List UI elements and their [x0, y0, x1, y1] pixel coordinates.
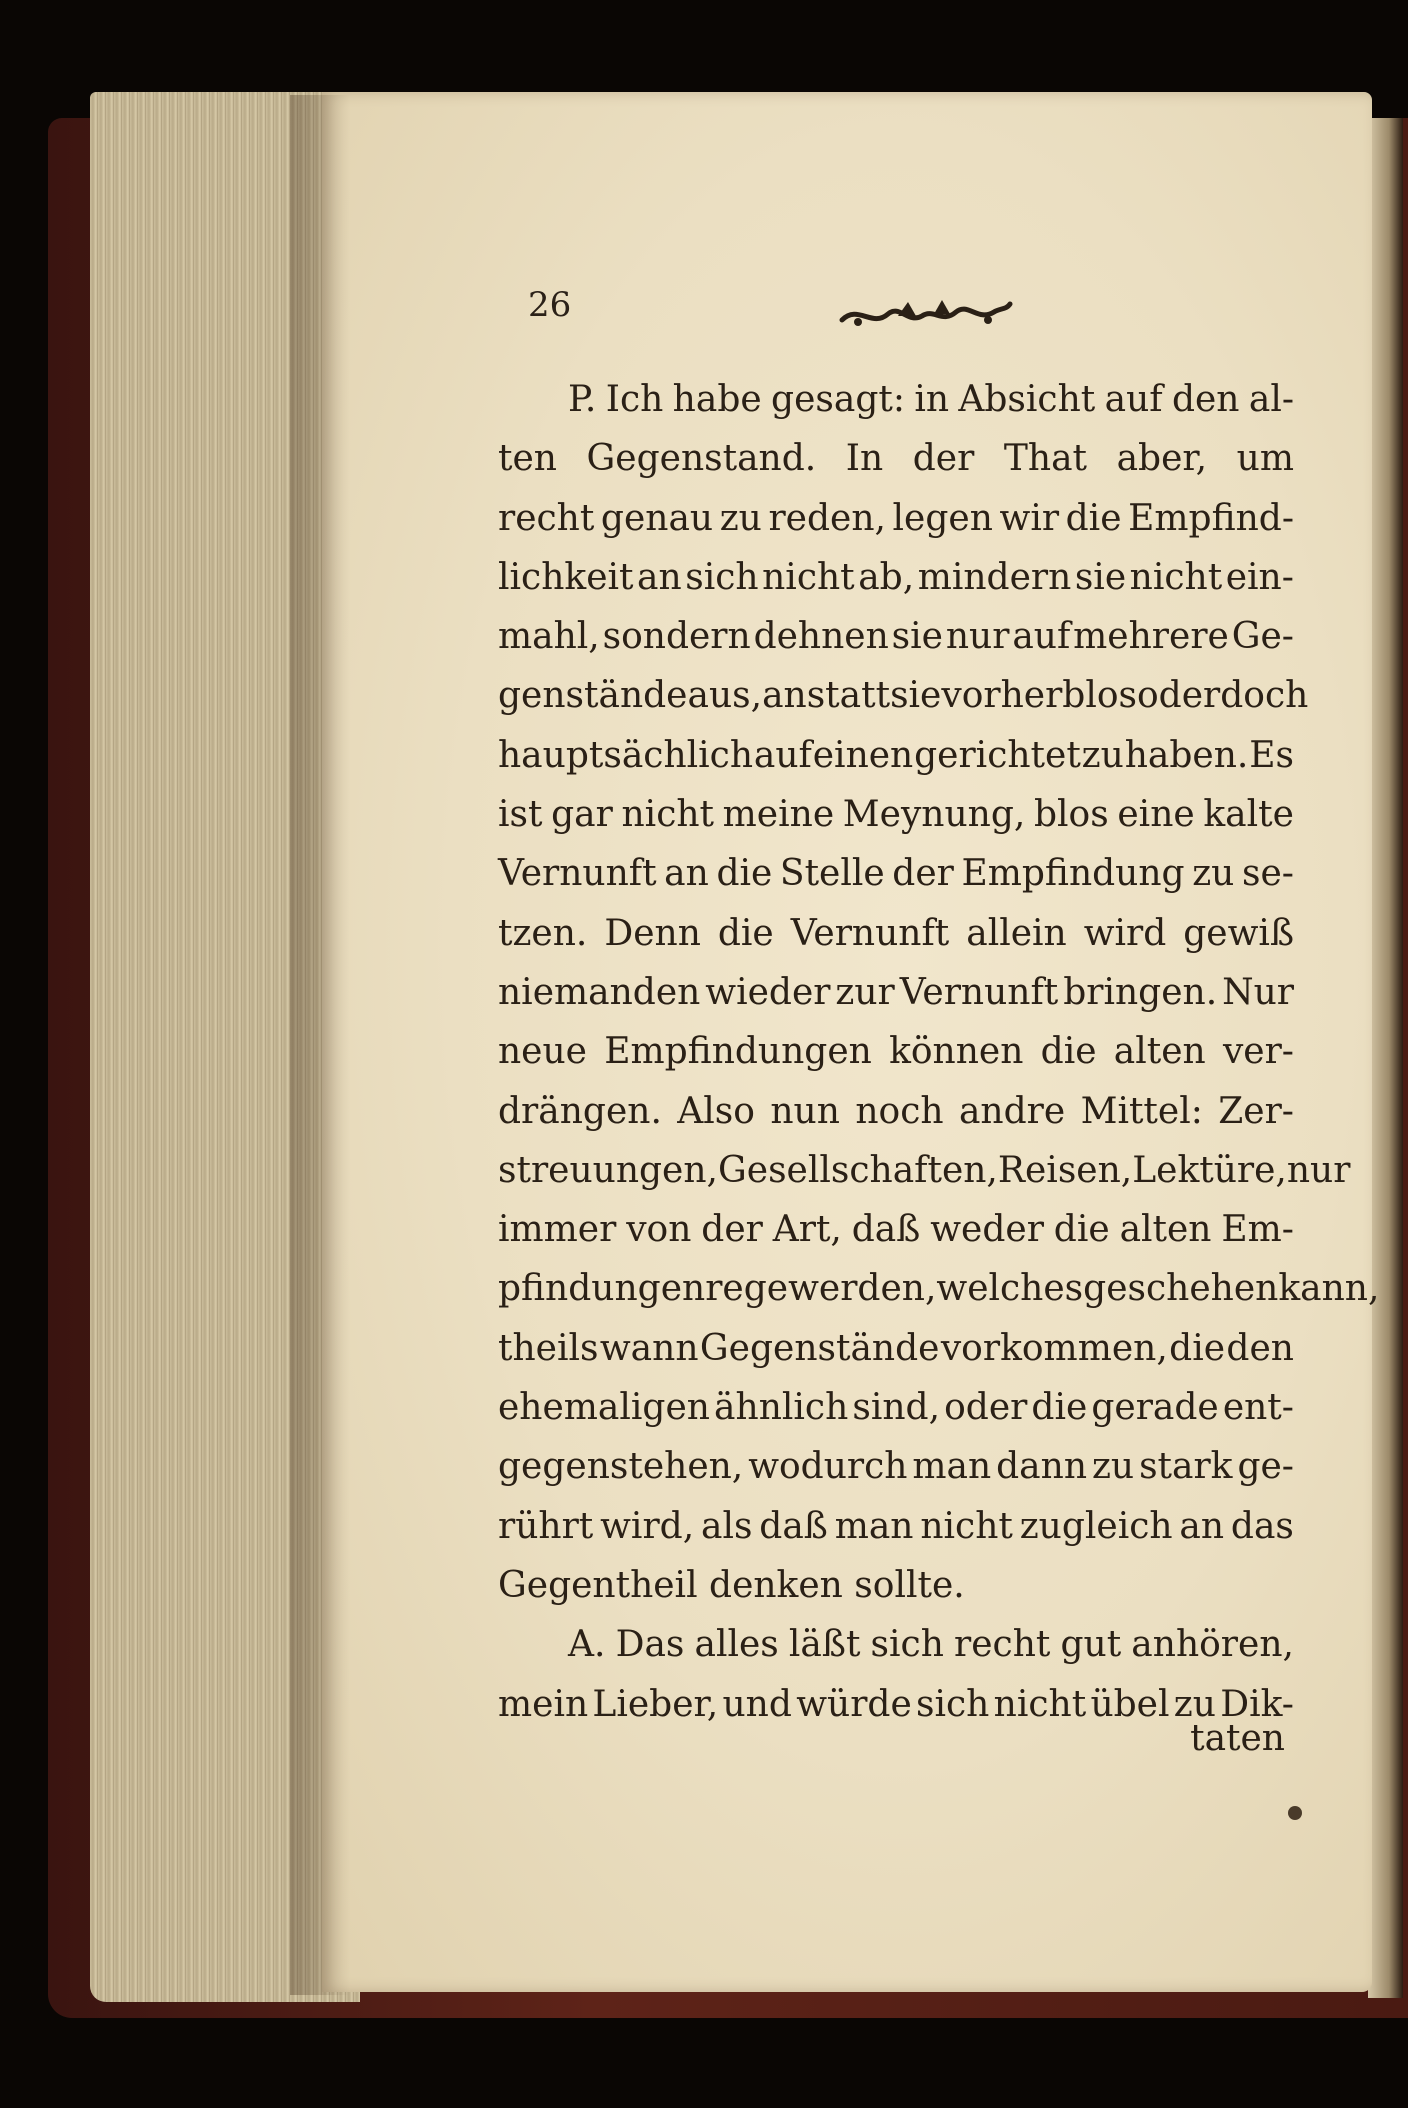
text-line: streuungen, Gesellschaften, Reisen, Lektüre, nur [498, 1149, 1351, 1191]
text-line: ten Gegenstand. In der That aber, um [498, 438, 1294, 480]
text-line: ehemaligen ähnlich sind, oder die gerade ent- [498, 1387, 1294, 1429]
text-line: mahl, sondern dehnen sie nur auf mehrere Ge- [498, 616, 1294, 658]
text-line: immer von der Art, daß weder die alten Em- [498, 1209, 1294, 1251]
text-line: mein Lieber, und würde sich nicht übel zu Dik- [498, 1683, 1294, 1725]
text-line: genstände aus, anstatt sie vorher blos oder doch [498, 675, 1309, 717]
text-line: theils wann Gegenstände vorkommen, die den [498, 1327, 1294, 1369]
ink-spot [1288, 1806, 1302, 1820]
text-line: pfindungen rege werden, welches geschehen kann, [498, 1268, 1380, 1310]
text-line: Gegentheil denken sollte. [498, 1564, 965, 1606]
facing-page-edge [1368, 118, 1403, 1998]
text-line: recht genau zu reden, legen wir die Empfind- [498, 497, 1294, 539]
text-line: Vernunft an die Stelle der Empfindung zu se- [498, 853, 1294, 895]
gutter-shadow [290, 95, 350, 1995]
text-line: gegenstehen, wodurch man dann zu stark ge- [498, 1446, 1294, 1488]
page-number: 26 [528, 285, 572, 325]
catchword: taten [1190, 1718, 1285, 1759]
printer-ornament-icon [838, 294, 1013, 334]
text-line: A. Das alles läßt sich recht gut anhören, [568, 1624, 1294, 1666]
text-line: hauptsächlich auf einen gerichtet zu haben. Es [498, 734, 1294, 776]
text-line: drängen. Also nun noch andre Mittel: Zer- [498, 1090, 1294, 1132]
text-line: ist gar nicht meine Meynung, blos eine kalte [498, 794, 1294, 836]
text-line: rührt wird, als daß man nicht zugleich an das [498, 1505, 1294, 1547]
text-line: lichkeit an sich nicht ab, mindern sie nicht ein- [498, 556, 1294, 598]
text-line: tzen. Denn die Vernunft allein wird gewiß [498, 912, 1294, 954]
page-text [498, 370, 1380, 1734]
text-line: P. Ich habe gesagt: in Absicht auf den al- [568, 379, 1294, 420]
text-line: neue Empfindungen können die alten ver- [498, 1031, 1294, 1073]
text-line: niemanden wieder zur Vernunft bringen. Nur [498, 971, 1294, 1013]
